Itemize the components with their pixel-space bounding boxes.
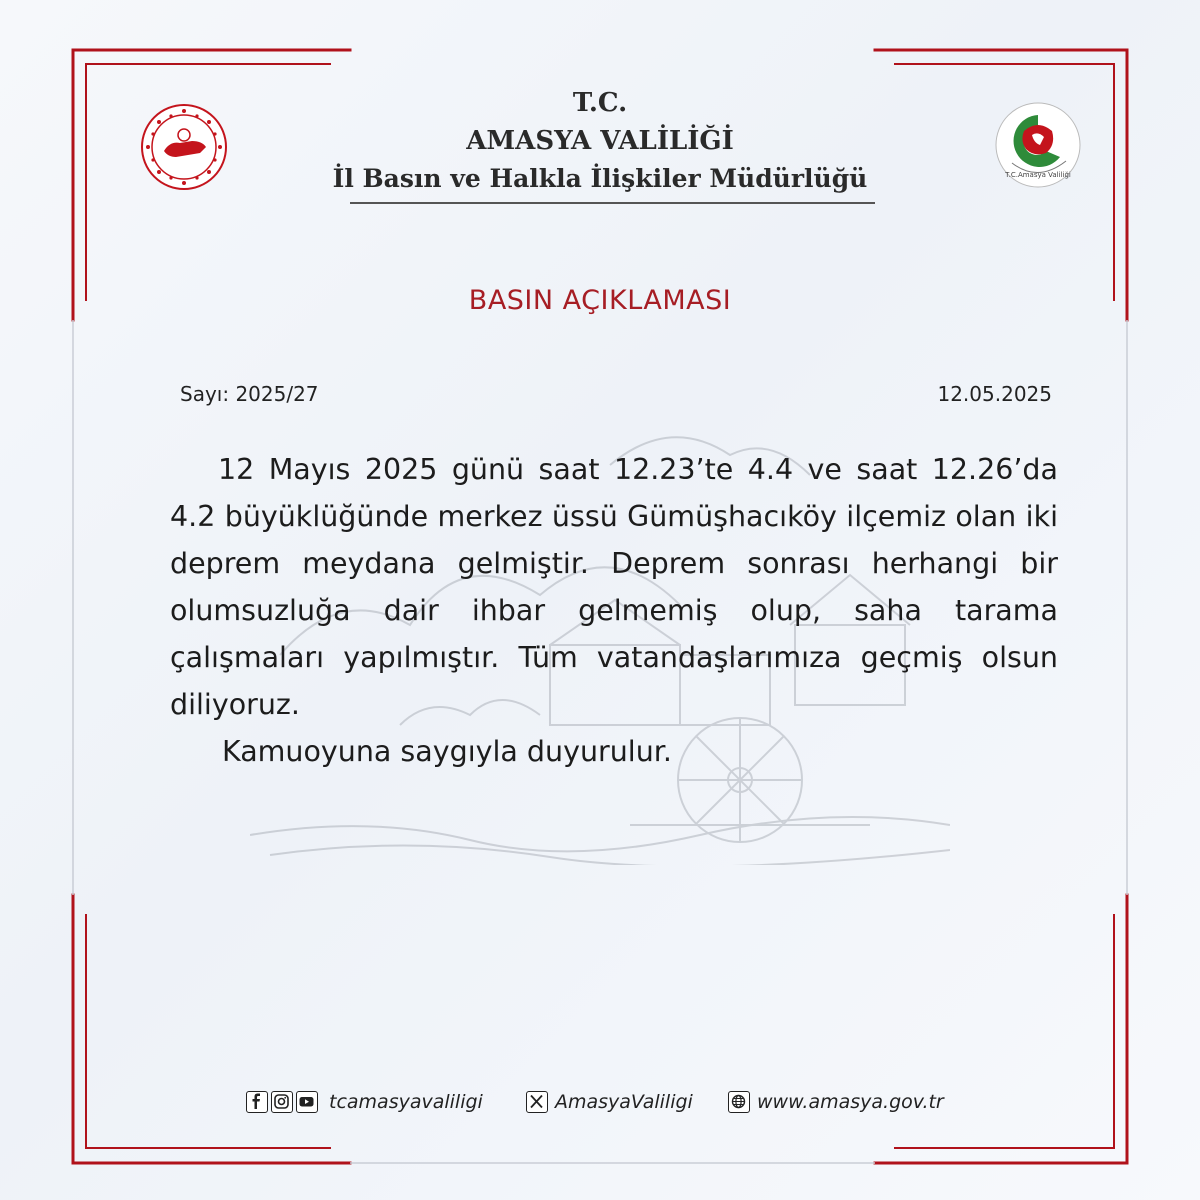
svg-text:T.C.Amasya Valiliği: T.C.Amasya Valiliği (1005, 171, 1071, 179)
social-handle[interactable]: tcamasyavaliligi (329, 1091, 483, 1113)
instagram-icon[interactable] (271, 1091, 293, 1113)
press-release-body (170, 446, 1058, 775)
footer (0, 1088, 1200, 1118)
body-paragraph: 12 Mayıs 2025 günü saat 12.23’te 4.4 ve saat 12.26’da 4.2 büyüklüğünde merkez üssü Gümüşhacıköy ilçemiz olan iki deprem meydana gelmiştir. Deprem sonrası herhangi bir olumsuzluğa dair ihbar gelmemiş olup, saha tarama çalışmaları yapılmıştır. Tüm vatandaşlarımıza geçmiş olsun diliyoruz. (170, 453, 1058, 721)
presidential-seal-icon (140, 103, 228, 191)
document-title: BASIN AÇIKLAMASI (468, 285, 732, 316)
reference-number: Sayı: 2025/27 (180, 382, 319, 406)
amasya-governorship-logo-icon (994, 101, 1082, 189)
header-governorship: AMASYA VALİLİĞİ (466, 126, 734, 156)
facebook-icon[interactable] (246, 1091, 268, 1113)
website-url[interactable]: www.amasya.gov.tr (757, 1091, 944, 1113)
x-icon[interactable] (526, 1091, 548, 1113)
website-link (728, 1088, 944, 1116)
header-department: İl Basın ve Halkla İlişkiler Müdürlüğü (332, 164, 868, 193)
youtube-icon[interactable] (296, 1091, 318, 1113)
closing-paragraph: Kamuoyuna saygıyla duyurulur. (222, 735, 672, 768)
document-date: 12.05.2025 (937, 382, 1052, 406)
header-divider (350, 202, 875, 204)
web-icon[interactable] (728, 1091, 750, 1113)
header-tc: T.C. (572, 88, 628, 118)
x-handle[interactable]: AmasyaValiligi (555, 1091, 693, 1113)
social-links (246, 1088, 483, 1116)
x-link (526, 1088, 693, 1116)
